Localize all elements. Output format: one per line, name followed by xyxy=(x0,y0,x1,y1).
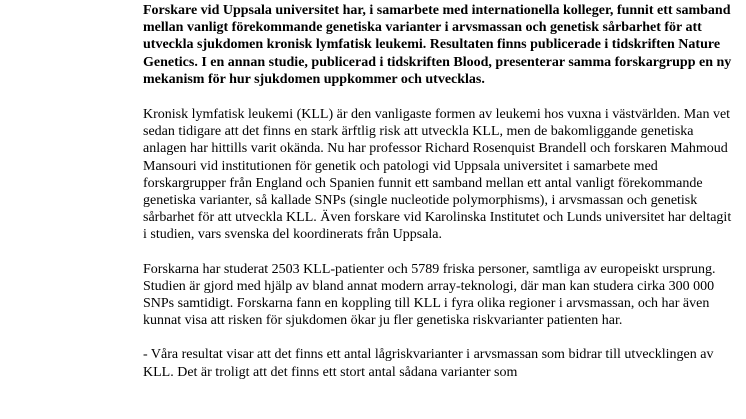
body-paragraph-3: - Våra resultat visar att det finns ett antal lågriskvarianter i arvsmassan som bidrar till utvecklingen av KLL. Det är troligt att det finns ett stort antal sådana varianter som xyxy=(143,347,714,380)
body-paragraph-2: Forskarna har studerat 2503 KLL-patienter och 5789 friska personer, samtliga av europeiskt ursprung. Studien är gjord med hjälp av bland annat modern array-teknologi, där man kan studera cirka 300 000 SNPs samtidigt. Forskarna fann en koppling till KLL i fyra olika regioner i arvsmassan, och har även kunnat visa att risken för sjukdomen ökar ju fler genetiska riskvarianter patienten har. xyxy=(143,261,716,329)
body-paragraph-1: Kronisk lymfatisk leukemi (KLL) är den vanligaste formen av leukemi hos vuxna i västvärlden. Man vet sedan tidigare att det finns en stark ärftlig risk att utveckla KLL, men de bakomliggande genetiska anlagen har hittills varit okända. Nu har professor Richard Rosenquist Brandell och forskaren Mahmoud Mansouri vid institutionen för genetik och patologi vid Uppsala universitet i samarbete med forskargrupper från England och Spanien funnit ett samband mellan ett antal vanligt förekommande genetiska varianter, så kallade SNPs (single nucleotide polymorphisms), i arvsmassan och genetisk sårbarhet för att utveckla KLL. Även forskare vid Karolinska Institutet och Lunds universitet har deltagit i studien, vars svenska del koordinerats från Uppsala. xyxy=(143,107,732,243)
document-page xyxy=(143,2,733,398)
lead-paragraph: Forskare vid Uppsala universitet har, i samarbete med internationella kolleger, funnit ett samband mellan vanligt förekommande genetiska varianter i arvsmassan och genetisk sårbarhet för att utveckla sjukdomen kronisk lymfatisk leukemi. Resultaten finns publicerade i tidskriften Nature Genetics. I en annan studie, publicerad i tidskriften Blood, presenterar samma forskargrupp en ny mekanism för hur sjukdomen uppkommer och utvecklas. xyxy=(143,3,732,87)
